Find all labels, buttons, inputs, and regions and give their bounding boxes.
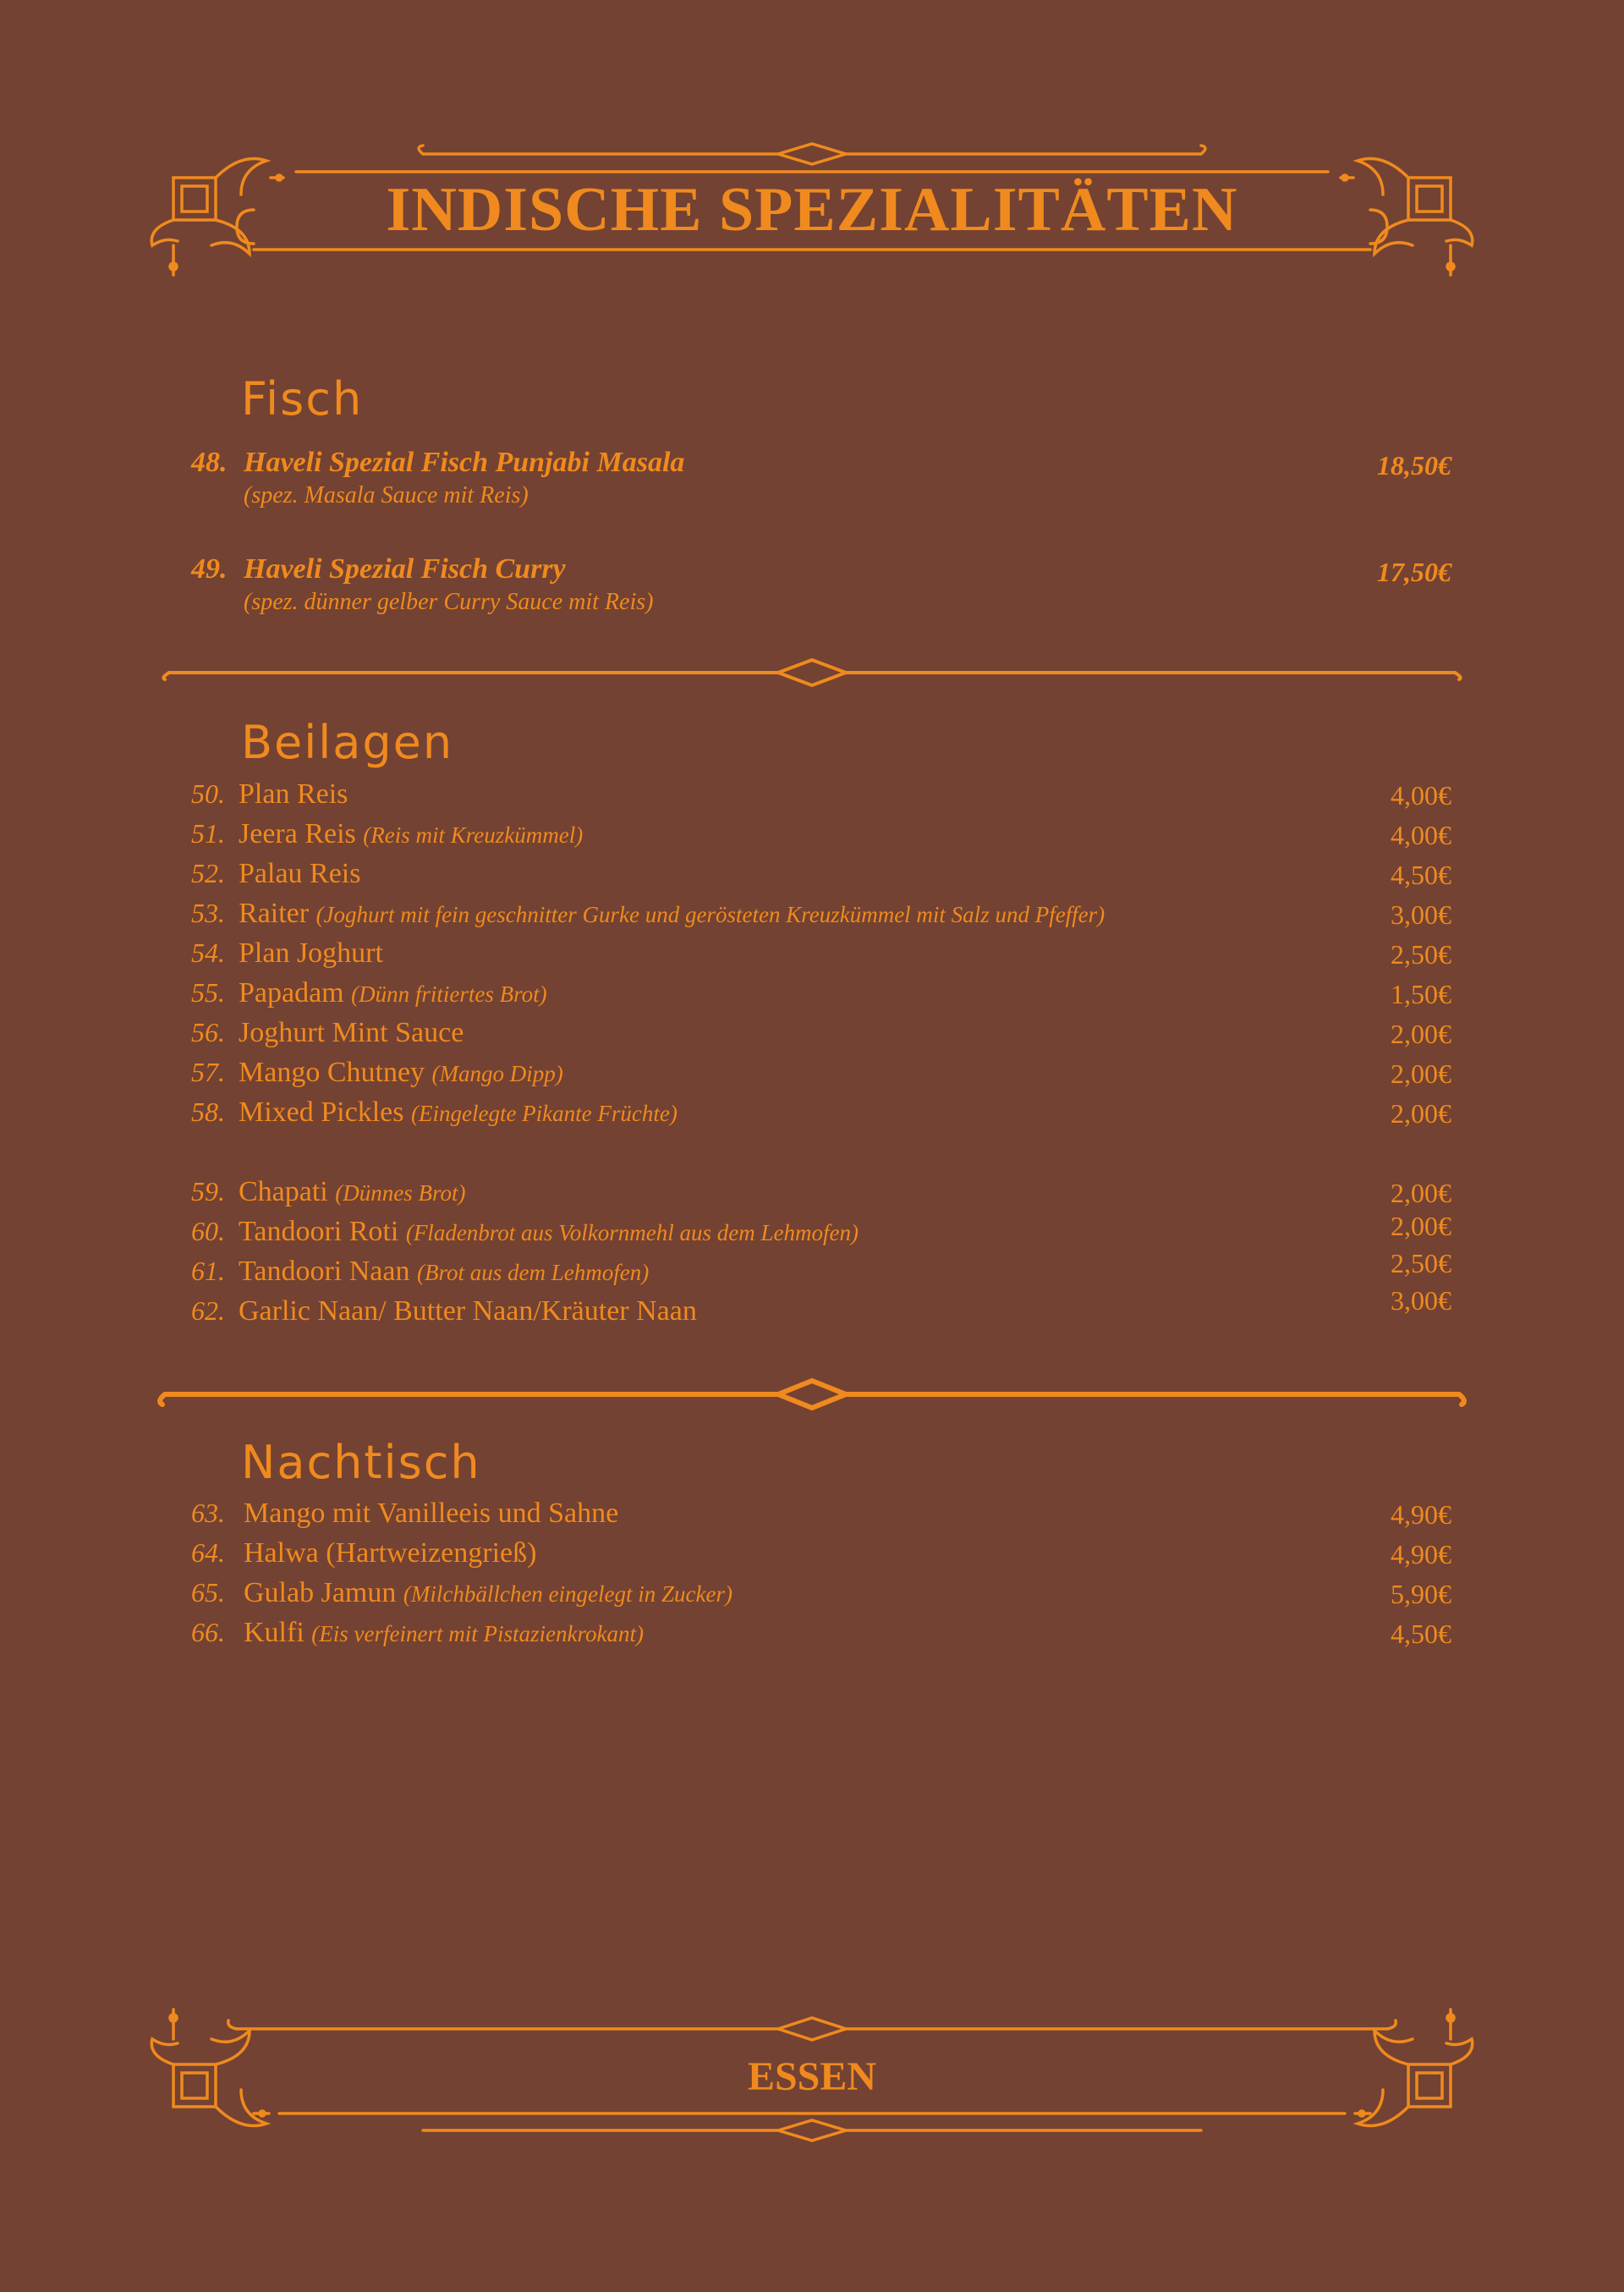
item-price: 3,00€ [1391,899,1451,930]
item-note: (Dünn fritiertes Brot) [351,981,547,1007]
item-number: 55. [191,977,225,1008]
item-name: Tandoori Naan [239,1256,410,1287]
item-price: 2,00€ [1391,1019,1451,1049]
page-title: INDISCHE SPEZIALITÄTEN [386,175,1238,245]
item-name: Jeera Reis [239,818,356,849]
menu-item [191,778,1451,817]
item-price: 4,50€ [1391,1619,1451,1649]
item-name: Garlic Naan/ Butter Naan/Kräuter Naan [239,1295,697,1327]
item-number: 63. [191,1498,225,1528]
menu-item [191,818,1451,857]
menu-item [191,937,1451,976]
item-number: 50. [191,778,225,809]
menu-item [191,1498,1451,1536]
item-price: 4,90€ [1391,1499,1451,1530]
item-number: 49. [191,553,228,585]
item-price: 2,00€ [1391,1211,1451,1241]
item-price: 4,00€ [1391,780,1451,811]
menu-item [191,1176,1451,1215]
item-name: Papadam [239,977,344,1009]
menu-item [191,1211,1451,1255]
item-note: (Reis mit Kreuzkümmel) [363,822,584,848]
item-name: Halwa (Hartweizengrieß) [244,1537,537,1569]
item-name: Palau Reis [239,858,361,889]
item-price: 3,00€ [1391,1285,1451,1316]
item-name: Haveli Spezial Fisch Punjabi Masala [244,447,685,478]
menu-item [191,1537,1451,1576]
item-name: Raiter [239,898,310,929]
item-name: Tandoori Roti [239,1216,399,1247]
item-price: 4,50€ [1391,860,1451,890]
footer-label: ESSEN [747,2054,877,2099]
item-price: 2,00€ [1391,1098,1451,1129]
item-price: 2,00€ [1391,1178,1451,1208]
menu-item [191,1248,1451,1294]
section-heading-beilagen: Beilagen [241,716,454,769]
menu-item [191,898,1451,937]
item-name: Joghurt Mint Sauce [239,1017,464,1048]
menu-item [191,977,1451,1016]
item-number: 52. [191,858,225,888]
item-number: 58. [191,1097,225,1127]
item-price: 17,50€ [1377,557,1451,587]
item-price: 1,50€ [1391,979,1451,1009]
item-name: Mango mit Vanilleeis und Sahne [244,1498,619,1529]
item-name: Kulfi [244,1617,304,1648]
item-name: Haveli Spezial Fisch Curry [244,553,566,585]
item-price: 2,50€ [1391,939,1451,970]
item-note: (Brot aus dem Lehmofen) [417,1260,650,1285]
item-number: 64. [191,1537,225,1568]
item-number: 59. [191,1176,225,1206]
item-number: 62. [191,1295,225,1326]
section-heading-fisch: Fisch [241,372,364,426]
item-price: 18,50€ [1377,450,1451,481]
item-number: 65. [191,1577,225,1608]
item-note: (Mango Dipp) [431,1061,563,1086]
item-note: (Eis verfeinert mit Pistazienkrokant) [311,1621,644,1646]
item-description: (spez. dünner gelber Curry Sauce mit Reis) [244,589,654,615]
item-number: 53. [191,898,225,928]
menu-item [191,1017,1451,1056]
item-name: Gulab Jamun [244,1577,397,1608]
item-number: 54. [191,937,225,968]
item-number: 51. [191,818,225,849]
item-description: (spez. Masala Sauce mit Reis) [244,482,529,508]
item-number: 60. [191,1216,225,1246]
menu-item [191,1617,1451,1656]
item-note: (Dünnes Brot) [335,1180,466,1206]
item-number: 61. [191,1256,225,1286]
item-number: 48. [191,447,228,478]
section-heading-nachtisch: Nachtisch [241,1436,481,1489]
item-name: Mixed Pickles [239,1097,404,1128]
item-note: (Joghurt mit fein geschnitter Gurke und gerösteten Kreuzkümmel mit Salz und Pfeffer) [315,902,1106,927]
item-price: 5,90€ [1391,1579,1451,1609]
item-price: 2,50€ [1391,1248,1451,1278]
item-number: 57. [191,1057,225,1087]
menu-item [191,1577,1451,1616]
item-note: (Milchbällchen eingelegt in Zucker) [403,1581,732,1607]
menu-item [191,1285,1451,1334]
menu-item [191,1057,1451,1096]
item-note: (Fladenbrot aus Volkornmehl aus dem Lehmofen) [405,1220,859,1245]
menu-item [191,1097,1451,1135]
divider-ornament [163,660,1460,685]
item-name: Chapati [239,1176,328,1207]
item-price: 2,00€ [1391,1058,1451,1089]
item-number: 66. [191,1617,225,1647]
item-price: 4,00€ [1391,820,1451,850]
menu-item [191,858,1451,897]
item-name: Mango Chutney [239,1057,425,1088]
divider-ornament [160,1381,1464,1408]
item-name: Plan Joghurt [239,937,383,969]
item-note: (Eingelegte Pikante Früchte) [410,1101,678,1126]
item-name: Plan Reis [239,778,348,810]
item-price: 4,90€ [1391,1539,1451,1569]
item-number: 56. [191,1017,225,1047]
